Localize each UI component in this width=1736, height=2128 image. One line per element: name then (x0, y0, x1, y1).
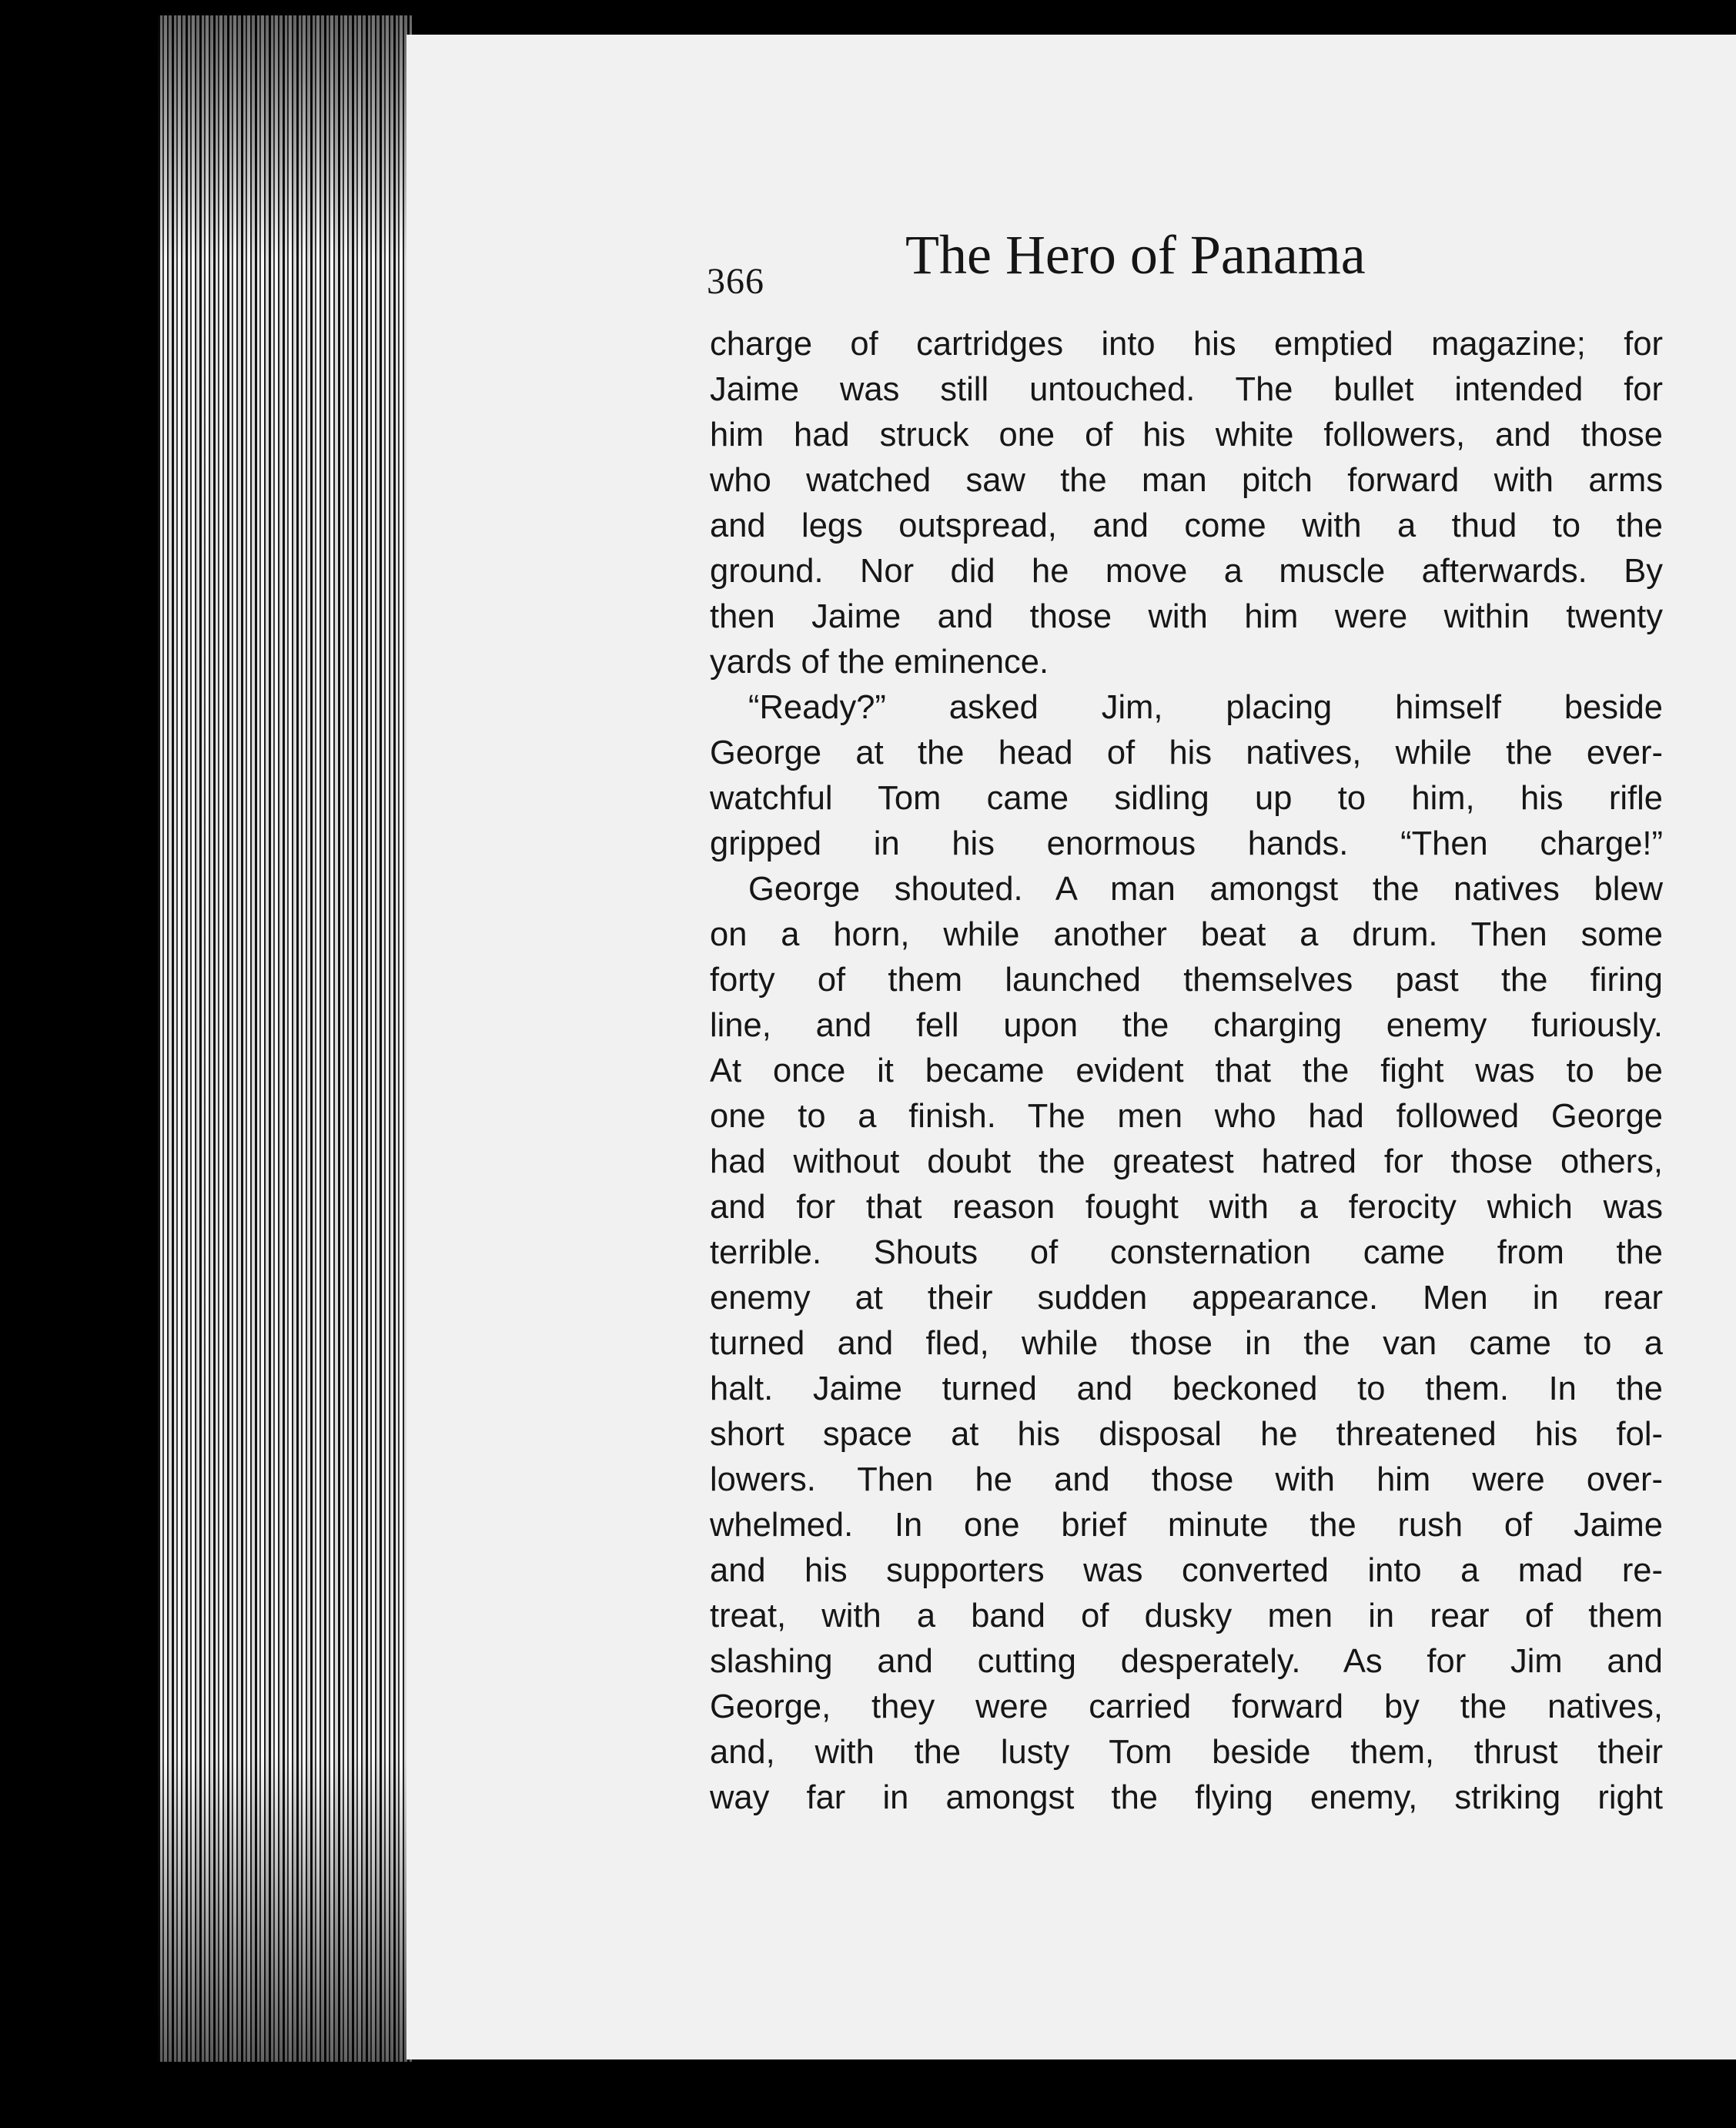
text-line: line, and fell upon the charging enemy furiously. (710, 1007, 1663, 1044)
text-line: then Jaime and those with him were within twenty (710, 598, 1663, 635)
running-header (707, 223, 1708, 316)
running-title: The Hero of Panama (905, 224, 1366, 286)
text-line: At once it became evident that the fight was to be (710, 1052, 1663, 1089)
text-line: George, they were carried forward by the natives, (710, 1688, 1663, 1725)
text-line: watchful Tom came sidling up to him, his rifle (710, 780, 1663, 817)
text-line: George shouted. A man amongst the natives blew (748, 871, 1663, 908)
text-line: treat, with a band of dusky men in rear of them (710, 1598, 1663, 1634)
page-number: 366 (707, 261, 764, 302)
text-line: ground. Nor did he move a muscle afterwards. By (710, 553, 1663, 590)
text-line: who watched saw the man pitch forward with arms (710, 462, 1663, 499)
text-line: him had struck one of his white followers, and those (710, 417, 1663, 453)
book-bottom-edge (158, 2062, 1736, 2128)
text-line: Jaime was still untouched. The bullet intended for (710, 371, 1663, 408)
text-line: forty of them launched themselves past the firing (710, 962, 1663, 999)
text-line: terrible. Shouts of consternation came from the (710, 1234, 1663, 1271)
text-line: and, with the lusty Tom beside them, thrust their (710, 1734, 1663, 1771)
text-line: charge of cartridges into his emptied magazine; for (710, 326, 1663, 363)
text-line: way far in amongst the flying enemy, striking right (710, 1779, 1663, 1816)
text-line: George at the head of his natives, while the ever- (710, 734, 1663, 771)
page-edges-shadow (158, 15, 412, 2063)
text-line: and legs outspread, and come with a thud to the (710, 507, 1663, 544)
text-line: enemy at their sudden appearance. Men in rear (710, 1280, 1663, 1317)
text-line: turned and fled, while those in the van came to a (710, 1325, 1663, 1362)
text-line: one to a finish. The men who had followed George (710, 1098, 1663, 1135)
text-line: “Ready?” asked Jim, placing himself beside (748, 689, 1663, 726)
text-line: had without doubt the greatest hatred for those others, (710, 1143, 1663, 1180)
text-line: yards of the eminence. (710, 644, 1049, 681)
body-text (710, 322, 1663, 1821)
text-line: whelmed. In one brief minute the rush of Jaime (710, 1507, 1663, 1544)
text-line: slashing and cutting desperately. As for Jim and (710, 1643, 1663, 1680)
text-line: and for that reason fought with a ferocity which was (710, 1189, 1663, 1226)
text-line: gripped in his enormous hands. “Then charge!” (710, 825, 1663, 862)
text-line: and his supporters was converted into a mad re- (710, 1552, 1663, 1589)
text-line: halt. Jaime turned and beckoned to them. In the (710, 1370, 1663, 1407)
text-line: on a horn, while another beat a drum. Then some (710, 916, 1663, 953)
text-line: lowers. Then he and those with him were over- (710, 1461, 1663, 1498)
text-line: short space at his disposal he threatened his fol- (710, 1416, 1663, 1453)
